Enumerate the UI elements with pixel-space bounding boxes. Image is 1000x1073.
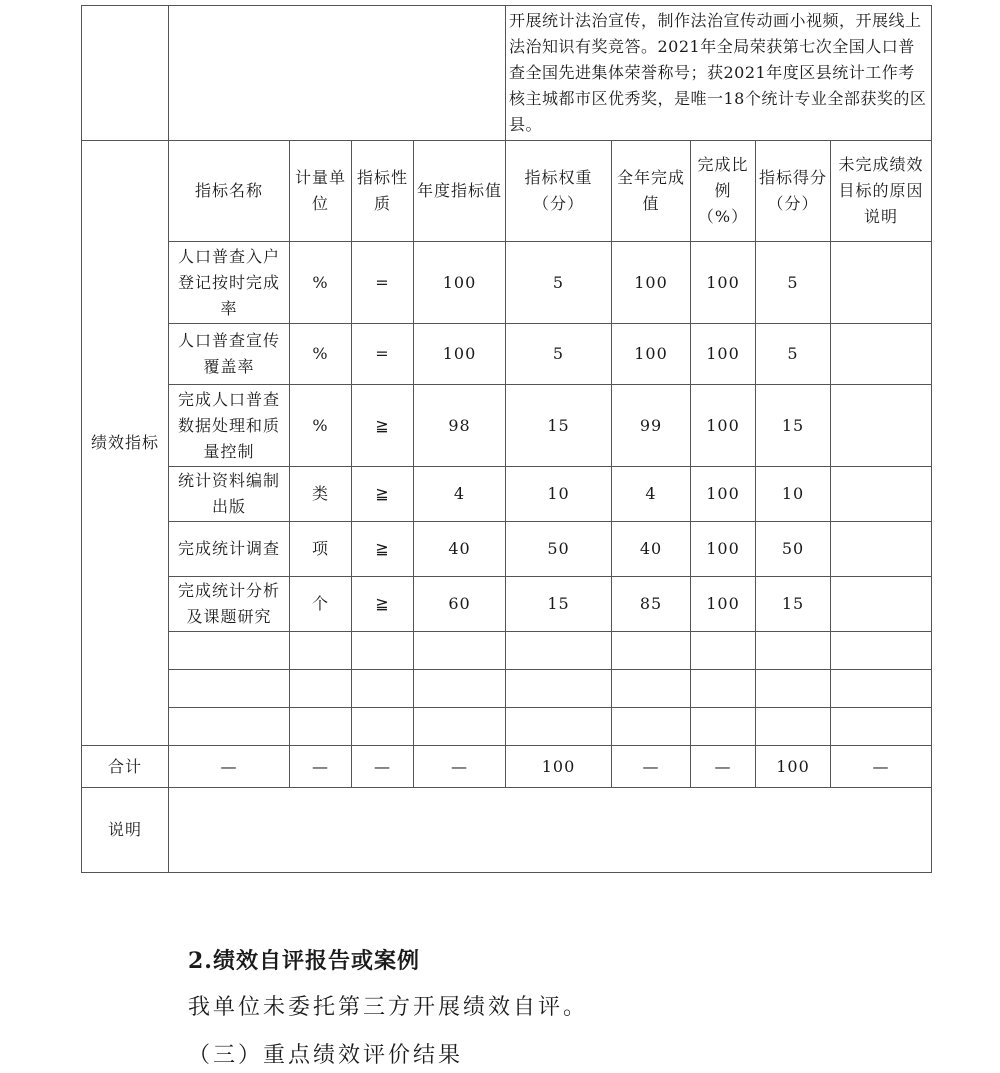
blank-cell: [414, 708, 506, 746]
indicator-target: 98: [414, 385, 506, 467]
blank-cell: [506, 632, 612, 670]
indicator-weight: 5: [506, 324, 612, 385]
indicator-nature: =: [352, 242, 414, 324]
indicator-reason: [831, 577, 932, 632]
header-unit: 计量单位: [290, 141, 352, 242]
table-row: [82, 577, 932, 632]
blank-row: [82, 632, 932, 670]
indicator-actual: 40: [612, 522, 691, 577]
indicator-nature: ≧: [352, 385, 414, 467]
blank-row: [82, 708, 932, 746]
indicator-ratio: 100: [691, 522, 756, 577]
note-row: [82, 788, 932, 873]
blank-cell: [831, 708, 932, 746]
total-name: —: [169, 746, 290, 788]
blank-cell: [612, 670, 691, 708]
indicator-score: 50: [756, 522, 831, 577]
total-ratio: —: [691, 746, 756, 788]
indicator-name: 完成统计分析及课题研究: [169, 577, 290, 632]
total-nature: —: [352, 746, 414, 788]
total-weight: 100: [506, 746, 612, 788]
table-row: [82, 522, 932, 577]
blank-row: [82, 670, 932, 708]
indicator-ratio: 100: [691, 324, 756, 385]
indicator-ratio: 100: [691, 467, 756, 522]
indicator-name: 人口普查宣传覆盖率: [169, 324, 290, 385]
section-label: 绩效指标: [82, 141, 169, 746]
header-reason: 未完成绩效目标的原因说明: [831, 141, 932, 242]
total-target: —: [414, 746, 506, 788]
blank-cell: [290, 670, 352, 708]
blank-cell: [506, 670, 612, 708]
header-actual: 全年完成值: [612, 141, 691, 242]
indicator-ratio: 100: [691, 242, 756, 324]
indicator-reason: [831, 522, 932, 577]
indicator-unit: 项: [290, 522, 352, 577]
indicator-weight: 50: [506, 522, 612, 577]
blank-cell: [831, 670, 932, 708]
total-actual: —: [612, 746, 691, 788]
indicator-weight: 15: [506, 577, 612, 632]
header-target: 年度指标值: [414, 141, 506, 242]
indicator-reason: [831, 467, 932, 522]
indicator-reason: [831, 242, 932, 324]
blank-cell: [414, 632, 506, 670]
blank-cell: [290, 708, 352, 746]
header-name: 指标名称: [169, 141, 290, 242]
indicator-name: 完成统计调查: [169, 522, 290, 577]
indicator-score: 10: [756, 467, 831, 522]
table-row: [82, 324, 932, 385]
indicator-target: 100: [414, 242, 506, 324]
blank-cell: [506, 708, 612, 746]
blank-cell: [352, 708, 414, 746]
indicator-target: 100: [414, 324, 506, 385]
total-reason: —: [831, 746, 932, 788]
description-row: [82, 6, 932, 141]
table-row: [82, 385, 932, 467]
blank-cell: [414, 670, 506, 708]
blank-cell: [352, 632, 414, 670]
blank-cell: [756, 708, 831, 746]
blank-cell: [691, 632, 756, 670]
table-row: [82, 242, 932, 324]
blank-cell: [612, 708, 691, 746]
header-nature: 指标性质: [352, 141, 414, 242]
total-score: 100: [756, 746, 831, 788]
indicator-nature: =: [352, 324, 414, 385]
indicator-reason: [831, 324, 932, 385]
indicator-actual: 99: [612, 385, 691, 467]
indicator-weight: 15: [506, 385, 612, 467]
indicator-weight: 10: [506, 467, 612, 522]
indicator-nature: ≧: [352, 522, 414, 577]
indicator-score: 5: [756, 324, 831, 385]
indicator-reason: [831, 385, 932, 467]
indicator-weight: 5: [506, 242, 612, 324]
indicator-actual: 100: [612, 242, 691, 324]
header-score: 指标得分（分）: [756, 141, 831, 242]
indicator-ratio: 100: [691, 385, 756, 467]
blank-cell: [352, 670, 414, 708]
blank-cell: [169, 670, 290, 708]
blank-cell: [169, 708, 290, 746]
indicator-name: 完成人口普查数据处理和质量控制: [169, 385, 290, 467]
section-subheading: （三）重点绩效评价结果: [188, 1043, 464, 1068]
indicator-name: 统计资料编制出版: [169, 467, 290, 522]
indicator-score: 15: [756, 577, 831, 632]
indicator-unit: %: [290, 385, 352, 467]
total-unit: —: [290, 746, 352, 788]
indicator-nature: ≧: [352, 577, 414, 632]
indicator-actual: 4: [612, 467, 691, 522]
note-label: 说明: [82, 788, 169, 873]
header-weight: 指标权重（分）: [506, 141, 612, 242]
blank-cell: [82, 6, 169, 141]
total-label: 合计: [82, 746, 169, 788]
section-paragraph: 我单位未委托第三方开展绩效自评。: [188, 995, 589, 1020]
blank-cell: [290, 632, 352, 670]
header-ratio: 完成比例（%）: [691, 141, 756, 242]
section-heading: 2.绩效自评报告或案例: [188, 948, 420, 974]
total-row: [82, 746, 932, 788]
blank-cell: [691, 708, 756, 746]
blank-cell: [612, 632, 691, 670]
blank-cell: [756, 670, 831, 708]
indicator-score: 15: [756, 385, 831, 467]
indicator-unit: %: [290, 324, 352, 385]
indicator-score: 5: [756, 242, 831, 324]
description-cell: 开展统计法治宣传，制作法治宣传动画小视频，开展线上法治知识有奖竞答。2021年全局荣获第七次全国人口普查全国先进集体荣誉称号；获2021年度区县统计工作考核主城都市区优秀奖，是唯一18个统计专业全部获奖的区县。: [506, 6, 932, 141]
indicator-nature: ≧: [352, 467, 414, 522]
blank-cell: [831, 632, 932, 670]
header-row: [82, 141, 932, 242]
blank-cell: [169, 632, 290, 670]
blank-cell: [691, 670, 756, 708]
indicator-ratio: 100: [691, 577, 756, 632]
performance-table: [81, 5, 932, 873]
indicator-name: 人口普查入户登记按时完成率: [169, 242, 290, 324]
indicator-unit: %: [290, 242, 352, 324]
note-value: [169, 788, 932, 873]
indicator-actual: 85: [612, 577, 691, 632]
indicator-actual: 100: [612, 324, 691, 385]
indicator-target: 4: [414, 467, 506, 522]
indicator-unit: 个: [290, 577, 352, 632]
blank-cell: [169, 6, 506, 141]
table-row: [82, 467, 932, 522]
indicator-target: 40: [414, 522, 506, 577]
indicator-unit: 类: [290, 467, 352, 522]
blank-cell: [756, 632, 831, 670]
indicator-target: 60: [414, 577, 506, 632]
